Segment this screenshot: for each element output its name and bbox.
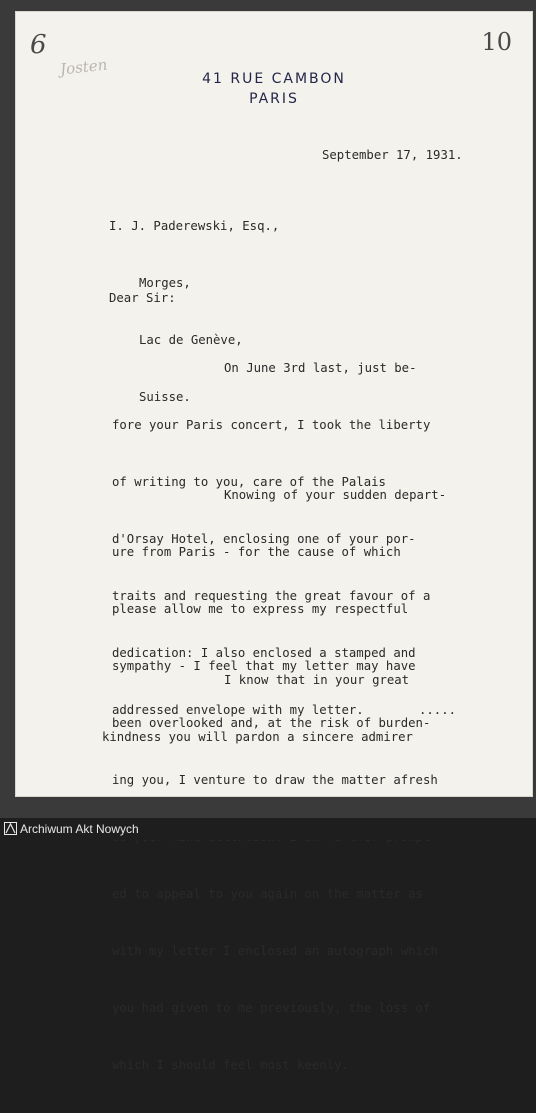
letter-date: September 17, 1931. (322, 148, 463, 162)
text-line: I know that in your great (224, 673, 410, 687)
text-line: d'Orsay Hotel, enclosing one of your por- (112, 532, 416, 546)
archive-logo-icon (4, 822, 17, 835)
letterhead-street: 41 RUE CAMBON (202, 71, 346, 87)
archive-page-number: 10 (481, 28, 512, 56)
text-line: kindness you will pardon a sincere admirer (102, 730, 413, 744)
archive-footer (0, 818, 536, 840)
text-line: Knowing of your sudden depart- (224, 488, 447, 502)
salutation: Dear Sir: (109, 291, 176, 305)
text-line: dedication: I also enclosed a stamped and (112, 646, 416, 660)
address-line: Suisse. (139, 390, 191, 404)
text-line: which I should feel most keenly. (112, 1058, 349, 1072)
text-line: please allow me to express my respectful (112, 602, 409, 616)
archive-name: Archiwum Akt Nowych (20, 822, 139, 836)
text-line: with my letter I enclosed an autograph which (112, 944, 438, 958)
text-line: fore your Paris concert, I took the liberty (112, 418, 431, 432)
text-line: you had given to me previously, the loss of (112, 1001, 431, 1015)
text-line: ing you, I venture to draw the matter afresh (112, 773, 438, 787)
pencil-note: Josten (59, 55, 109, 79)
address-line: I. J. Paderewski, Esq., (109, 219, 280, 233)
text-line: been overlooked and, at the risk of burden- (112, 716, 431, 730)
text-line: On June 3rd last, just be- (224, 361, 417, 375)
continuation-marks: ..... (419, 703, 457, 717)
text-line: ure from Paris - for the cause of which (112, 545, 401, 559)
text-line: traits and requesting the great favour of a (112, 589, 431, 603)
paragraph-3 (102, 633, 413, 785)
text-line: addressed envelope with my letter. (112, 703, 364, 717)
text-line: ed to appeal to you again on the matter as (112, 887, 423, 901)
text-line: sympathy - I feel that my letter may have (112, 659, 416, 673)
address-line: Morges, (139, 276, 191, 290)
archive-annotation-left: 6 (30, 30, 47, 60)
text-line: of writing to you, care of the Palais (112, 475, 386, 489)
address-line: Lac de Genève, (139, 333, 243, 347)
letterhead-city: PARIS (249, 91, 299, 107)
